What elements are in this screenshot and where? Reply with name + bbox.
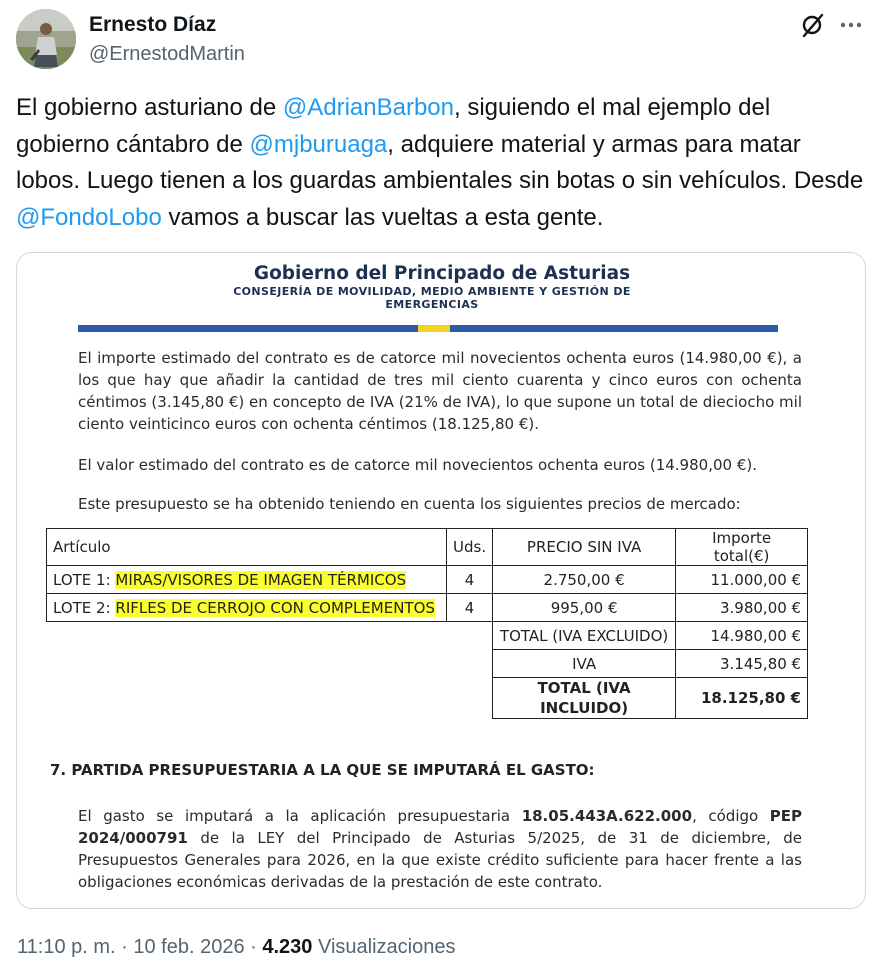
total-row <box>47 622 808 650</box>
document-paragraph-2: El valor estimado del contrato es de catorce mil novecientos ochenta euros (14.980,00 €). <box>78 456 757 474</box>
row-precio: 2.750,00 € <box>493 566 676 594</box>
document-paragraph-4 <box>78 805 802 893</box>
document-paragraph-1: El importe estimado del contrato es de catorce mil novecientos ochenta euros (14.980,00 €), a los que hay que añadir la cantidad de tres mil ciento cuarenta y cinco euros con ochenta céntimos (3.145,80 €) en concepto de IVA (21% de IVA), lo que supone un total de dieciocho mil ciento veinticinco euros con ochenta céntimos (18.125,80 €). <box>78 349 802 433</box>
views-count: 4.230 <box>262 936 313 958</box>
total-excl-value: 14.980,00 € <box>676 622 808 650</box>
tweet-image[interactable] <box>16 252 866 909</box>
author-handle[interactable]: @ErnestodMartin <box>89 43 245 65</box>
p4-aplicacion: 18.05.443A.622.000 <box>521 807 693 825</box>
document-image <box>17 253 866 909</box>
row-importe: 3.980,00 € <box>676 594 808 622</box>
meta-separator: · <box>115 936 134 958</box>
total-incl-label <box>493 678 676 719</box>
price-table <box>46 528 808 719</box>
header-articulo: Artículo <box>47 529 447 566</box>
grok-button[interactable] <box>798 10 828 40</box>
document-title: Gobierno del Principado de Asturias <box>253 263 631 284</box>
views-label: Visualizaciones <box>312 936 456 958</box>
highlighted-item: RIFLES DE CERROJO CON COMPLEMENTOS <box>115 598 435 617</box>
avatar[interactable] <box>16 9 76 69</box>
tweet-time[interactable]: 11:10 p. m. <box>17 936 116 958</box>
total-incl-value: 18.125,80 € <box>676 678 808 719</box>
grok-icon <box>798 10 828 40</box>
row-articulo <box>47 594 447 622</box>
section-title: 7. PARTIDA PRESUPUESTARIA A LA QUE SE IMPUTARÁ EL GASTO: <box>50 761 595 779</box>
table-row <box>47 566 808 594</box>
lote-label: LOTE 1: <box>53 570 116 589</box>
row-precio: 995,00 € <box>493 594 676 622</box>
p4-text: de la LEY del Principado de Asturias 5/2025, de 31 de diciembre, de Presupuestos Generales para 2026, en la que existe crédito suficiente para hacer frente a las obligaciones económicas derivadas de la prestación de este contrato. <box>78 829 802 891</box>
avatar-image <box>16 9 76 69</box>
iva-label: IVA <box>493 650 676 678</box>
table-row <box>47 594 808 622</box>
lote-label: LOTE 2: <box>53 598 116 617</box>
author-name[interactable]: Ernesto Díaz <box>89 13 217 36</box>
table-header-row <box>47 529 808 566</box>
mention-fondolobo[interactable]: @FondoLobo <box>16 203 162 231</box>
tweet-date[interactable]: 10 feb. 2026 <box>133 936 245 958</box>
meta-separator: · <box>244 936 263 958</box>
tweet-text-part: , adquiere material y armas para matar lobos. Luego tienen a los guardas ambientales sin botas o sin vehículos. Desde <box>16 130 864 194</box>
row-articulo <box>47 566 447 594</box>
p4-text: El gasto se imputará a la aplicación presupuestaria <box>78 807 522 825</box>
header-precio: PRECIO SIN IVA <box>493 529 676 566</box>
document-subtitle: CONSEJERÍA DE MOVILIDAD, MEDIO AMBIENTE Y GESTIÓN DE EMERGENCIAS <box>233 285 631 311</box>
tweet-text-part: vamos a buscar las vueltas a esta gente. <box>161 203 604 231</box>
total-incl-label-a: TOTAL (IVA <box>537 679 631 697</box>
tweet-meta <box>17 936 455 959</box>
tweet-text <box>16 90 866 236</box>
document-paragraph-3: Este presupuesto se ha obtenido teniendo en cuenta los siguientes precios de mercado: <box>78 495 741 513</box>
tweet-text-part: El gobierno asturiano de <box>16 94 283 121</box>
highlighted-item: MIRAS/VISORES DE IMAGEN TÉRMICOS <box>115 570 407 589</box>
p4-text: , código <box>692 807 770 825</box>
total-excl-label: TOTAL (IVA EXCLUIDO) <box>493 622 676 650</box>
more-icon <box>836 10 866 40</box>
total-incl-label-b: INCLUIDO) <box>540 699 629 717</box>
tweet-text-part: , siguiendo el mal ejemplo del gobierno cántabro de <box>16 94 771 158</box>
iva-value: 3.145,80 € <box>676 650 808 678</box>
header-importe: Importe total(€) <box>676 529 808 566</box>
header-uds: Uds. <box>447 529 493 566</box>
total-row <box>47 650 808 678</box>
row-uds: 4 <box>447 594 493 622</box>
p4-pep: PEP 2024/000791 <box>78 807 802 847</box>
mention-mjburuaga[interactable]: @mjburuaga <box>249 130 388 158</box>
row-uds: 4 <box>447 566 493 594</box>
total-row <box>47 678 808 719</box>
row-importe: 11.000,00 € <box>676 566 808 594</box>
more-options-button[interactable] <box>836 10 866 40</box>
mention-adrianbarbon[interactable]: @AdrianBarbon <box>282 94 454 121</box>
header-band-accent <box>418 325 450 332</box>
